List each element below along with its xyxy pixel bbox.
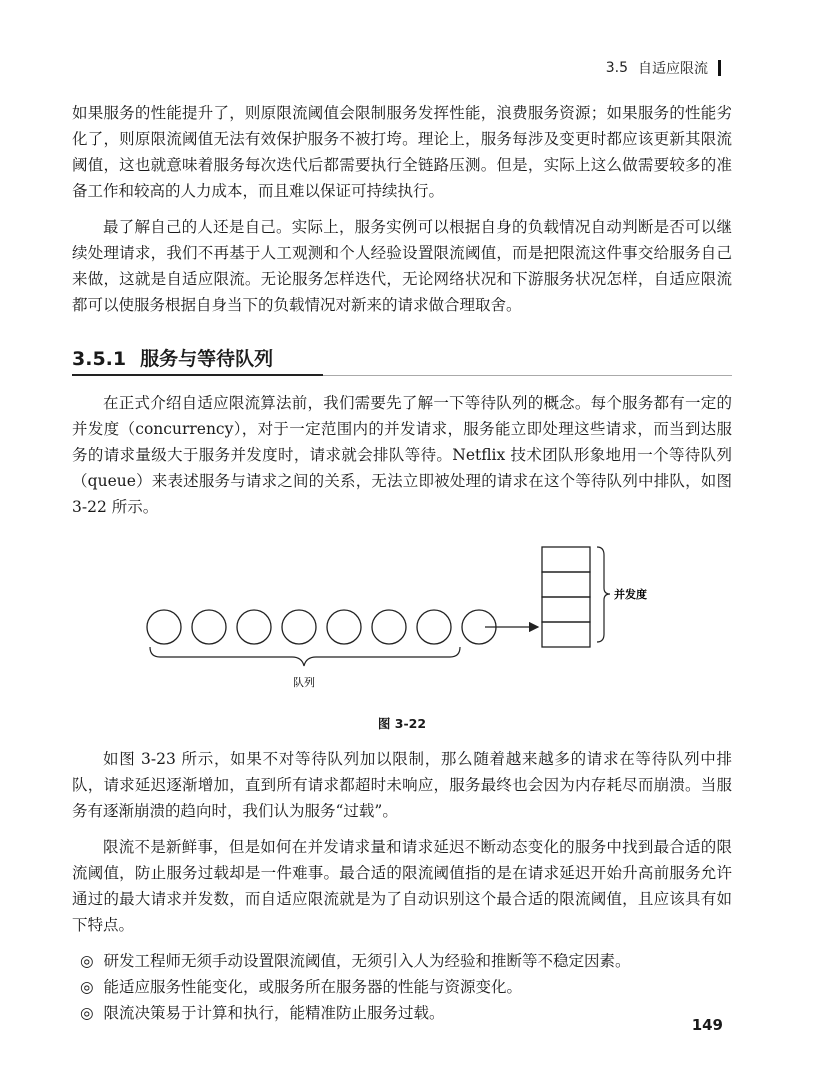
queue-request-circle: [372, 610, 406, 644]
running-header: [606, 58, 721, 78]
paragraph: 在正式介绍自适应限流算法前，我们需要先了解一下等待队列的概念。每个服务都有一定的并发度（concurrency），对于一定范围内的并发请求，服务能立即处理这些请求，而当到达服务的请求量级大于服务并发度时，请求就会排队等待。Netflix 技术团队形象地用一个等待队列（queue）来表述服务与请求之间的关系，无法立即被处理的请求在这个等待队列中排队，如图 3-22 所示。: [72, 394, 732, 516]
paragraph: 如图 3-23 所示，如果不对等待队列加以限制，那么随着越来越多的请求在等待队列中排队，请求延迟逐渐增加，直到所有请求都超时未响应，服务最终也会因为内存耗尽而崩溃。当服务有逐渐崩溃的趋向时，我们认为服务“过载”。: [72, 750, 732, 820]
figure-caption: 图 3-22: [377, 716, 427, 731]
queue-circles: [147, 610, 496, 644]
queue-label: 队列: [293, 676, 315, 689]
paragraph: 如果服务的性能提升了，则原限流阈值会限制服务发挥性能，浪费服务资源；如果服务的性能劣化了，则原限流阈值无法有效保护服务不被打垮。理论上，服务每涉及变更时都应该更新其限流阈值，这也就意味着服务每次迭代后都需要执行全链路压测。但是，实际上这么做需要较多的准备工作和较高的人力成本，而且难以保证可持续执行。: [72, 104, 732, 200]
queue-request-circle: [192, 610, 226, 644]
page-number: 149: [691, 1016, 723, 1034]
queue-diagram: [72, 530, 732, 710]
list-item: [72, 974, 732, 1000]
header-bar: [718, 60, 721, 76]
queue-request-circle: [327, 610, 361, 644]
concurrency-label: 并发度: [614, 588, 647, 601]
concurrency-brace: [597, 547, 610, 642]
queue-request-circle: [417, 610, 451, 644]
header-section-number: 3.5: [605, 60, 628, 76]
list-item: [72, 948, 732, 974]
list-item: [72, 1000, 732, 1026]
server-slots: [542, 547, 590, 647]
queue-figure: [72, 530, 732, 710]
header-section-title: 自适应限流: [638, 61, 708, 77]
queue-request-circle: [147, 610, 181, 644]
section-heading: [72, 344, 323, 376]
feature-list: [72, 948, 732, 1026]
server-slot: [542, 622, 590, 647]
server-slot: [542, 547, 590, 572]
bullet-icon: ◎: [80, 1004, 94, 1022]
page-body: [72, 100, 732, 1026]
server-slot: [542, 597, 590, 622]
paragraph: 限流不是新鲜事，但是如何在并发请求量和请求延迟不断动态变化的服务中找到最合适的限流阈值，防止服务过载却是一件难事。最合适的限流阈值指的是在请求延迟开始升高前服务允许通过的最大请求并发数，而自适应限流就是为了自动识别这个最合适的限流阈值，且应该具有如下特点。: [72, 838, 732, 934]
queue-request-circle: [237, 610, 271, 644]
list-item-text: 能适应服务性能变化，或服务所在服务器的性能与资源变化。: [103, 978, 523, 996]
section-title: 服务与等待队列: [140, 348, 274, 370]
server-slot: [542, 572, 590, 597]
bullet-icon: ◎: [80, 978, 94, 996]
bullet-icon: ◎: [80, 952, 94, 970]
paragraph: 最了解自己的人还是自己。实际上，服务实例可以根据自身的负载情况自动判断是否可以继续处理请求，我们不再基于人工观测和个人经验设置限流阈值，而是把限流这件事交给服务自己来做，这就是自适应限流。无论服务怎样迭代，无论网络状况和下游服务状况怎样，自适应限流都可以使服务根据自身当下的负载情况对新来的请求做合理取舍。: [72, 218, 732, 314]
section-number: 3.5.1: [72, 348, 127, 370]
queue-request-circle: [282, 610, 316, 644]
list-item-text: 研发工程师无须手动设置限流阈值，无须引入人为经验和推断等不稳定因素。: [103, 952, 631, 970]
list-item-text: 限流决策易于计算和执行，能精准防止服务过载。: [103, 1004, 445, 1022]
queue-brace: [150, 647, 460, 666]
